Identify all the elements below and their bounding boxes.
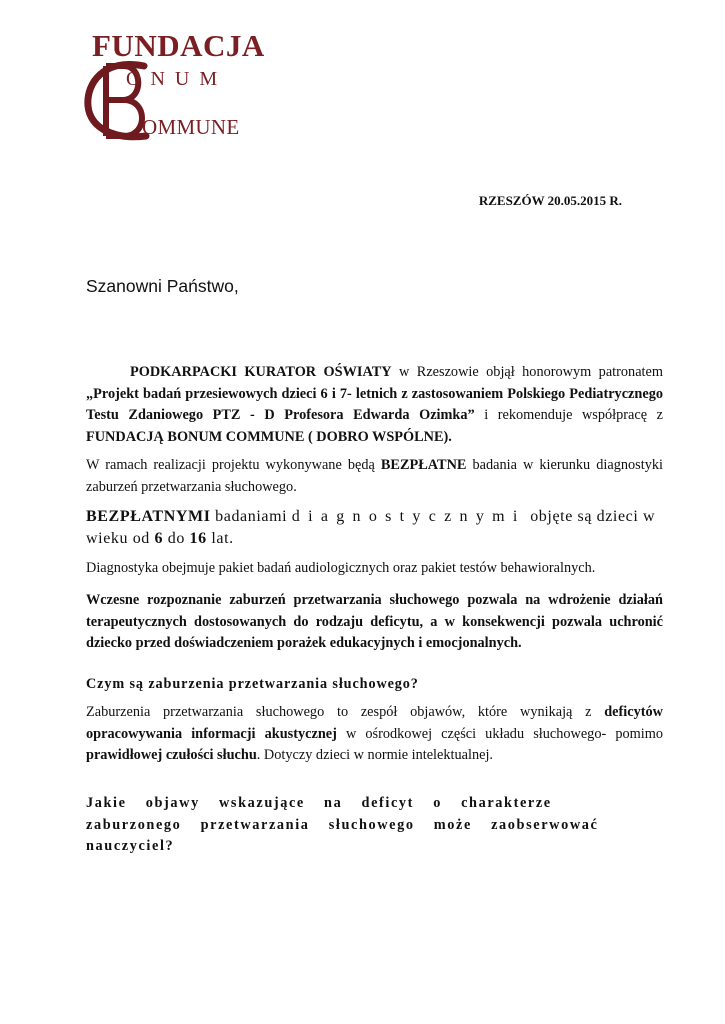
age-min: 6 [154,530,164,547]
paragraph-free-tests [86,455,663,498]
text-span: badaniami [210,508,292,525]
text-span: objęte są dzieci w wieku od [86,508,656,547]
section-heading-symptoms: Jakie objawy wskazujące na deficyt o charakterze zaburzonego przetwarzania słuchowego może zaobserwować nauczyciel? [86,795,599,854]
text-span: Zaburzenia przetwarzania słuchowego to zespół objawów, które wynikają z [86,704,605,720]
logo-word-fundacja: FUNDACJA [92,28,265,63]
text-span: w Rzeszowie objął honorowym patronatem [391,364,663,380]
free-emphasis: BEZPŁATNYMI [86,508,211,525]
paragraph-patronage [86,362,663,448]
age-max: 16 [189,530,207,547]
greeting: Szanowni Państwo, [86,276,239,296]
foundation-name: FUNDACJĄ BONUM COMMUNE ( DOBRO WSPÓLNE). [86,428,452,445]
paragraph-early-diagnosis: Wczesne rozpoznanie zaburzeń przetwarzania słuchowego pozwala na wdrożenie działań terapeutycznych dostosowanych do rodzaju deficytu, a w konsekwencji pozwala uchronić dziecko przed doświadczeniem porażek edukacyjnych i emocjonalnych. [86,592,663,651]
hearing-emphasis: prawidłowej czułości słuchu [86,747,257,763]
project-title: „Projekt badań przesiewowych dzieci 6 i 7- letnich z zastosowaniem Polskiego Pediatrycznego Testu Zdaniowego PTZ - D Profesora Edwarda Ozimka” [86,385,663,423]
text-span: . Dotyczy dzieci w normie intelektualnej. [256,747,493,763]
spaced-word: diagnostycznymi [291,508,526,525]
deficit-emphasis: deficytów opracowywania informacji akustycznej [86,704,663,742]
text-span: w ośrodkowej części układu słuchowego- pomimo [336,725,663,742]
paragraph-definition [86,702,663,767]
foundation-logo [84,28,279,143]
paragraph-age-range [86,506,663,550]
free-emphasis: BEZPŁATNE [380,457,467,473]
text-span: badania w kierunku diagnostyki zaburzeń przetwarzania słuchowego. [86,457,663,495]
logo-word-commune: OMMUNE [142,115,240,139]
text-span: do [163,530,190,547]
logo-word-bonum: ONUM [126,68,228,90]
letter-date: RZESZÓW 20.05.2015 R. [478,193,622,208]
kurator-name: PODKARPACKI KURATOR OŚWIATY [130,364,392,380]
paragraph-diagnostics: Diagnostyka obejmuje pakiet badań audiologicznych oraz pakiet testów behawioralnych. [86,560,596,576]
text-span: W ramach realizacji projektu wykonywane będą [86,457,381,473]
section-heading-what-is: Czym są zaburzenia przetwarzania słuchowego? [86,676,419,692]
text-span: i rekomenduje współpracę z [474,407,663,423]
text-span: lat. [206,530,234,547]
